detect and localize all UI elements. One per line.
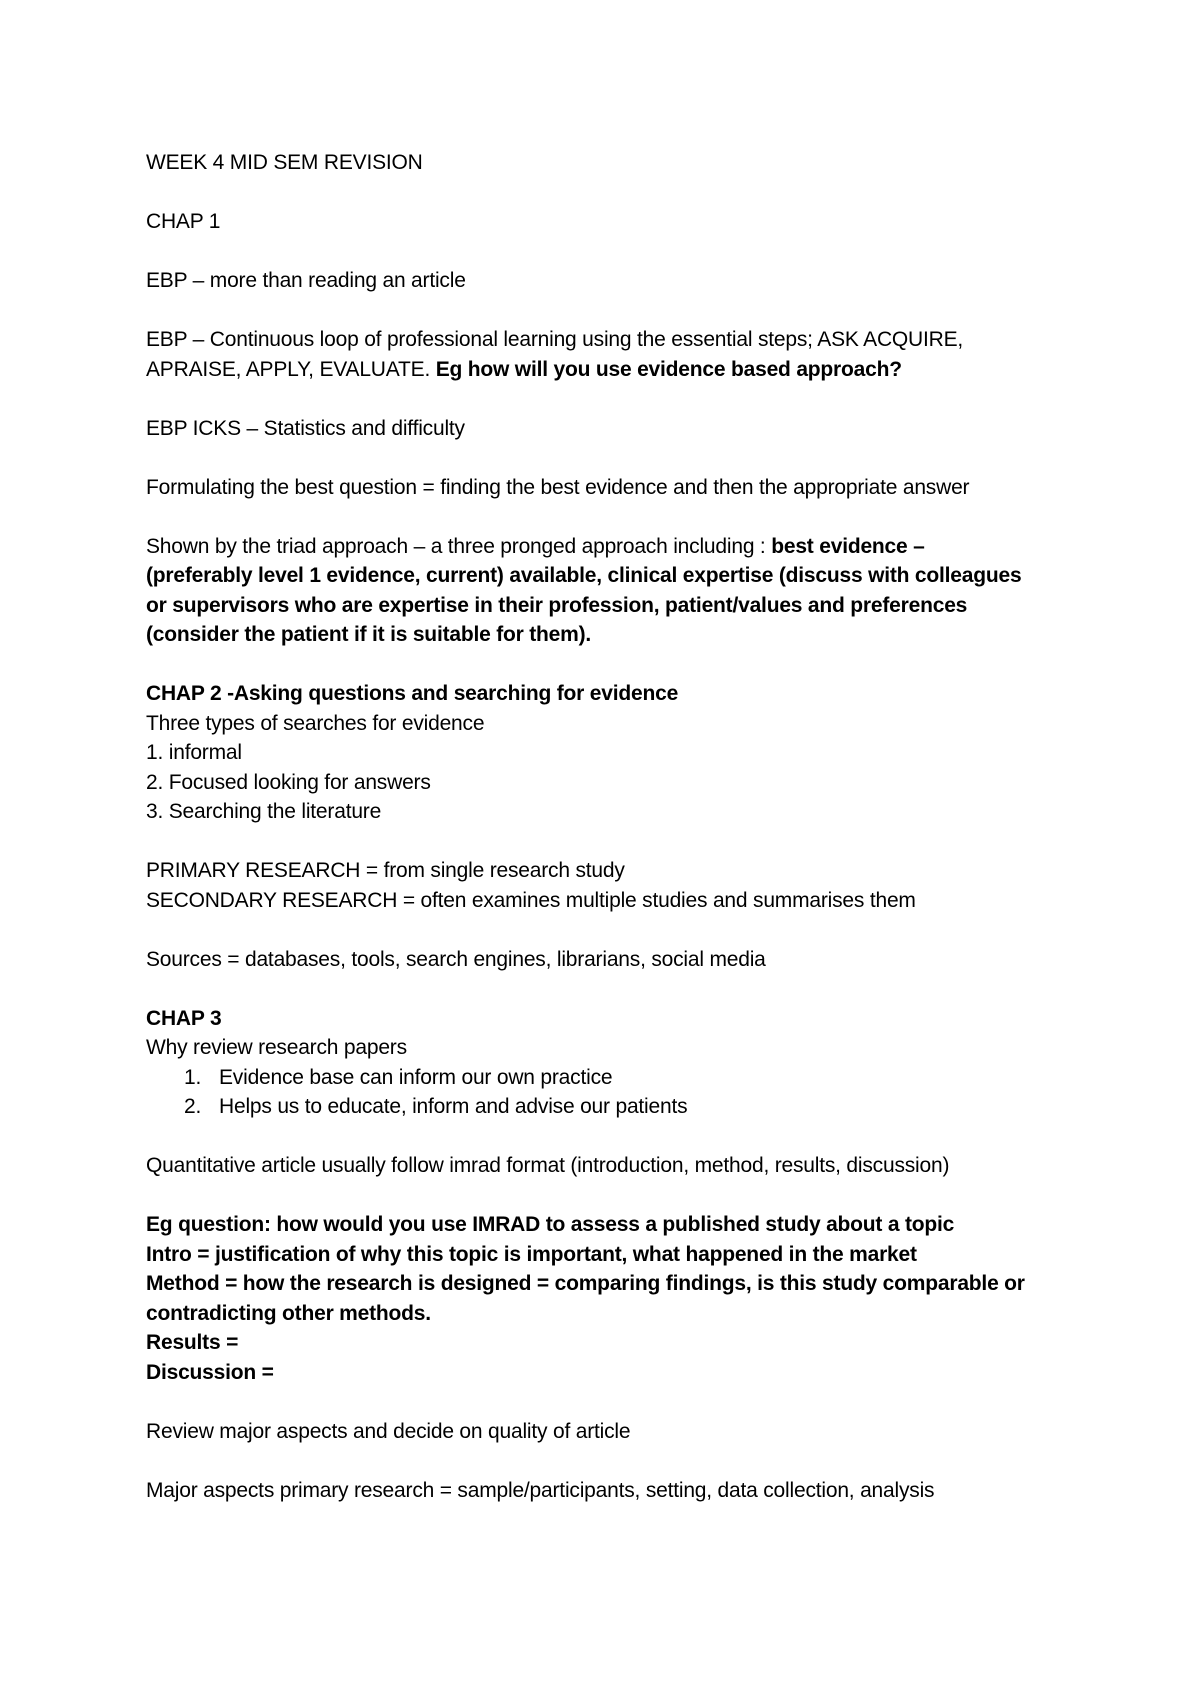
chap2-secondary: SECONDARY RESEARCH = often examines multiple studies and summarises them (146, 888, 916, 912)
chap1-paragraph-3 (146, 414, 1076, 444)
chap3-eg-question (146, 1210, 1076, 1387)
list-item-number: 2. (184, 1095, 202, 1118)
chap2-sources-text: Sources = databases, tools, search engines, librarians, social media (146, 947, 766, 971)
chap1-paragraph-1 (146, 266, 1076, 296)
list-item-number: 1. (184, 1065, 202, 1089)
chap3-discussion: Discussion = (146, 1360, 274, 1384)
chap2-intro: Three types of searches for evidence (146, 711, 485, 735)
chap2-item-3: 3. Searching the literature (146, 800, 382, 823)
chap1-p2-line1: EBP – Continuous loop of professional learning using the essential steps; ASK ACQUIRE, (146, 328, 964, 351)
chap1-p5-line1-bold: best evidence – (771, 534, 925, 558)
chap3-major-text: Major aspects primary research = sample/participants, setting, data collection, analysis (146, 1478, 935, 1502)
chap1-heading (146, 207, 1076, 237)
chap2-item-1: 1. informal (146, 741, 242, 764)
chap2-section (146, 679, 1076, 827)
chap3-imrad-text: Quantitative article usually follow imrad format (introduction, method, results, discussion) (146, 1154, 950, 1177)
document-body (146, 148, 1076, 1535)
chap2-primary: PRIMARY RESEARCH = from single research study (146, 859, 625, 882)
chap3-method-line2: contradicting other methods. (146, 1301, 431, 1325)
chap3-review (146, 1417, 1076, 1447)
chap2-heading: CHAP 2 -Asking questions and searching for evidence (146, 682, 679, 705)
chap3-intro: Why review research papers (146, 1036, 407, 1059)
chap3-heading: CHAP 3 (146, 1006, 222, 1030)
chap1-p5-line4: (consider the patient if it is suitable for them). (146, 623, 592, 646)
list-item-text: Helps us to educate, inform and advise our patients (219, 1095, 688, 1118)
chap2-research-types (146, 856, 1076, 915)
chap1-paragraph-2 (146, 325, 1076, 384)
chap3-numbered-list (146, 1063, 1076, 1122)
chap1-p5-line3: or supervisors who are expertise in their profession, patient/values and preferences (146, 593, 968, 617)
chap3-results: Results = (146, 1331, 239, 1354)
chap1-p5-line1 (146, 532, 1076, 562)
chap1-p1-text: EBP – more than reading an article (146, 269, 466, 292)
list-item (146, 1092, 1076, 1122)
chap1-heading-text: CHAP 1 (146, 210, 221, 233)
list-item (146, 1063, 1076, 1093)
list-item-text: Evidence base can inform our own practice (219, 1065, 613, 1089)
chap1-p3-text: EBP ICKS – Statistics and difficulty (146, 416, 465, 440)
chap3-review-text: Review major aspects and decide on quality of article (146, 1419, 631, 1443)
document-title (146, 148, 1076, 178)
chap3-method-line1: Method = how the research is designed = comparing findings, is this study comparable or (146, 1272, 1025, 1295)
chap3-section (146, 1004, 1076, 1122)
chap2-item-2: 2. Focused looking for answers (146, 770, 431, 794)
chap1-paragraph-5 (146, 532, 1076, 650)
chap1-paragraph-4 (146, 473, 1076, 503)
chap3-major (146, 1476, 1076, 1506)
chap1-p2-line2-bold: Eg how will you use evidence based approach? (435, 357, 902, 381)
chap1-p5-line2: (preferably level 1 evidence, current) available, clinical expertise (discuss with colleagues (146, 564, 1022, 587)
chap1-p4-text: Formulating the best question = finding the best evidence and then the appropriate answer (146, 475, 970, 499)
chap1-p2-line2-normal: APRAISE, APPLY, EVALUATE. (146, 357, 436, 381)
chap1-p2-line2 (146, 355, 1076, 385)
title-text: WEEK 4 MID SEM REVISION (146, 151, 423, 174)
chap1-p5-line1-normal: Shown by the triad approach – a three pronged approach including : (146, 534, 772, 558)
chap3-intro-line: Intro = justification of why this topic is important, what happened in the market (146, 1242, 917, 1266)
chap3-eg-q: Eg question: how would you use IMRAD to assess a published study about a topic (146, 1213, 955, 1236)
chap2-sources (146, 945, 1076, 975)
chap3-imrad (146, 1151, 1076, 1181)
